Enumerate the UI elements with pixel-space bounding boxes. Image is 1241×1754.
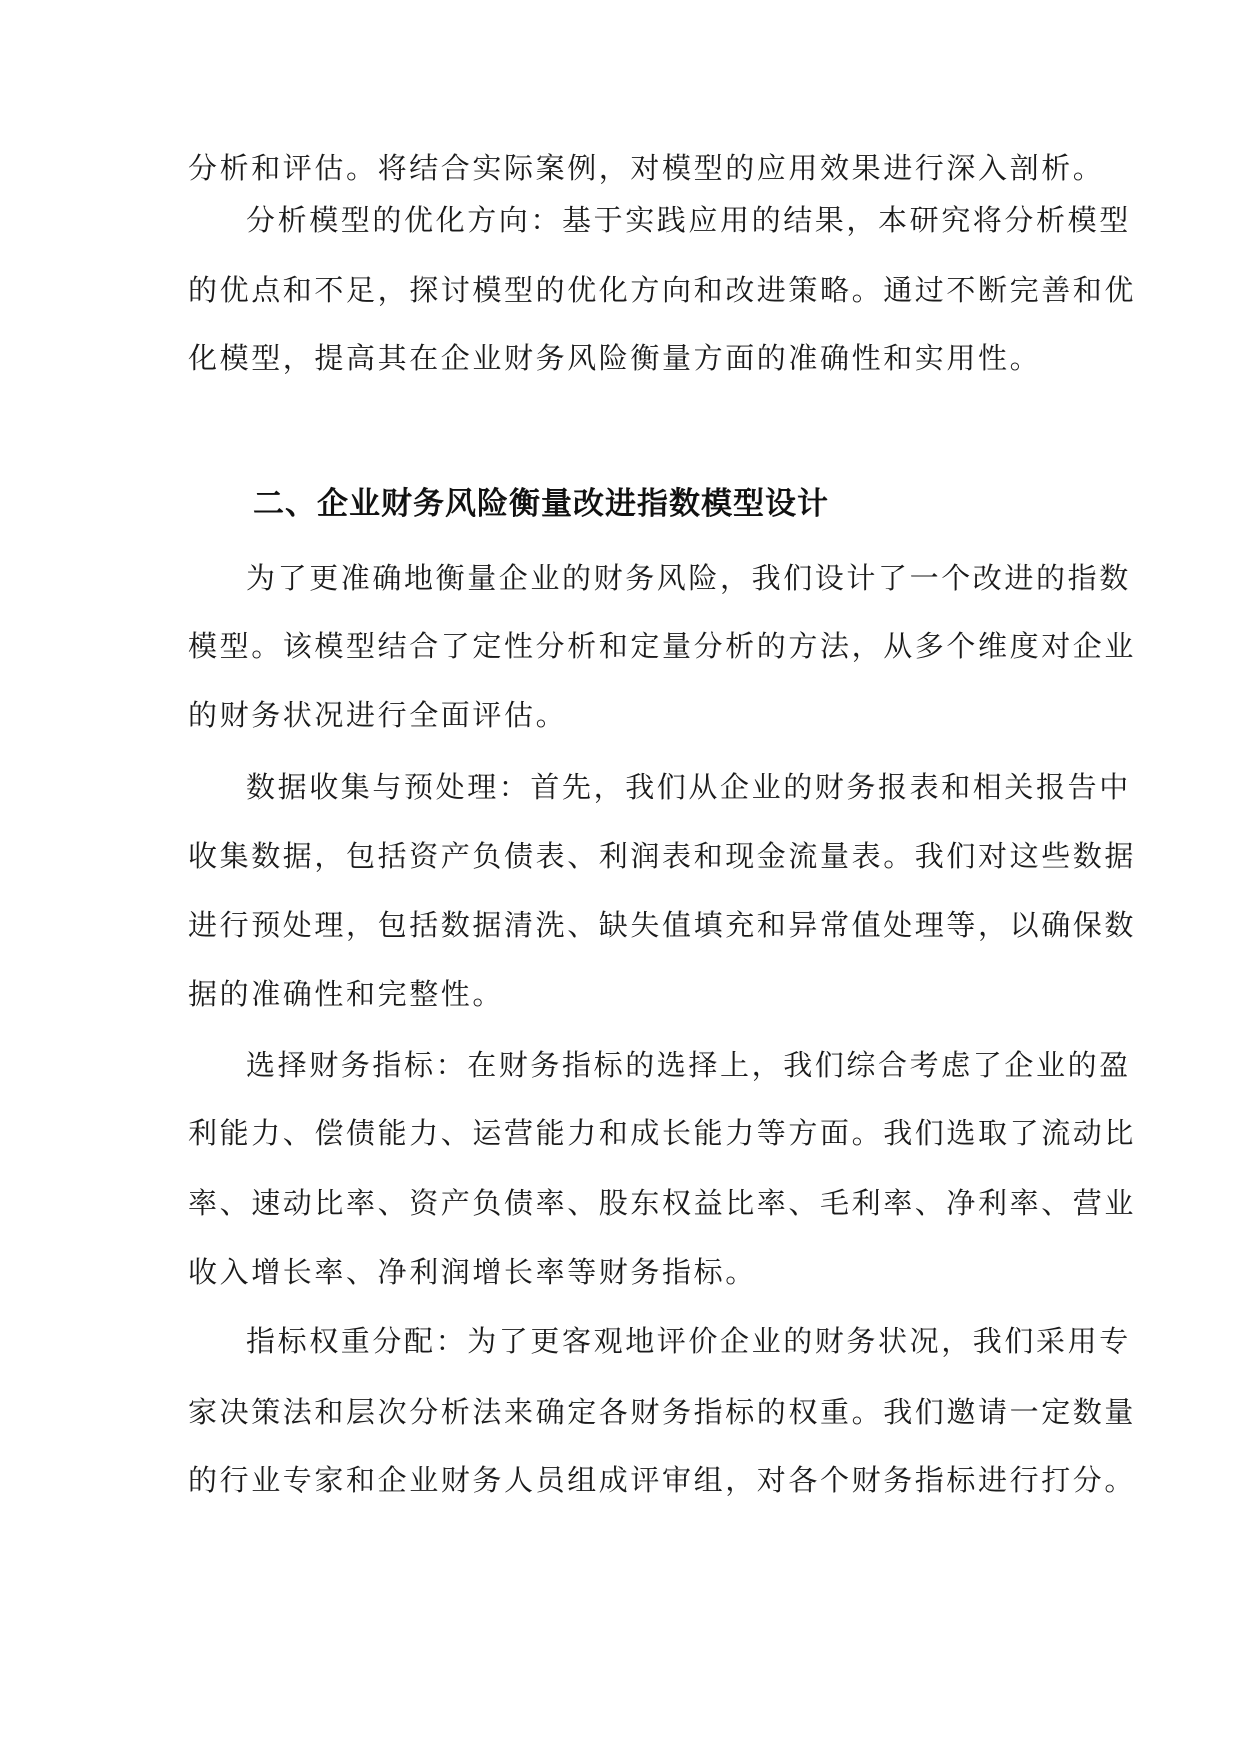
text-line: 数据收集与预处理：首先，我们从企业的财务报表和相关报告中 xyxy=(246,770,1131,804)
text-line: 的行业专家和企业财务人员组成评审组，对各个财务指标进行打分。 xyxy=(188,1463,1137,1497)
section-heading: 二、企业财务风险衡量改进指数模型设计 xyxy=(253,486,829,522)
text-line: 分析和评估。将结合实际案例，对模型的应用效果进行深入剖析。 xyxy=(188,151,1105,185)
text-line: 率、速动比率、资产负债率、股东权益比率、毛利率、净利率、营业 xyxy=(188,1186,1137,1220)
text-line: 指标权重分配：为了更客观地评价企业的财务状况，我们采用专 xyxy=(246,1324,1131,1358)
text-line: 分析模型的优化方向：基于实践应用的结果，本研究将分析模型 xyxy=(246,203,1131,237)
text-line: 选择财务指标：在财务指标的选择上，我们综合考虑了企业的盈 xyxy=(246,1048,1131,1082)
text-line: 进行预处理，包括数据清洗、缺失值填充和异常值处理等，以确保数 xyxy=(188,908,1137,942)
text-line: 的财务状况进行全面评估。 xyxy=(188,698,568,732)
text-line: 据的准确性和完整性。 xyxy=(188,977,505,1011)
text-line: 收入增长率、净利润增长率等财务指标。 xyxy=(188,1255,757,1289)
text-line: 化模型，提高其在企业财务风险衡量方面的准确性和实用性。 xyxy=(188,341,1042,375)
text-line: 的优点和不足，探讨模型的优化方向和改进策略。通过不断完善和优 xyxy=(188,273,1137,307)
text-line: 模型。该模型结合了定性分析和定量分析的方法，从多个维度对企业 xyxy=(188,629,1137,663)
text-line: 为了更准确地衡量企业的财务风险，我们设计了一个改进的指数 xyxy=(246,561,1131,595)
text-line: 利能力、偿债能力、运营能力和成长能力等方面。我们选取了流动比 xyxy=(188,1116,1137,1150)
text-line: 家决策法和层次分析法来确定各财务指标的权重。我们邀请一定数量 xyxy=(188,1395,1137,1429)
text-line: 收集数据，包括资产负债表、利润表和现金流量表。我们对这些数据 xyxy=(188,839,1137,873)
